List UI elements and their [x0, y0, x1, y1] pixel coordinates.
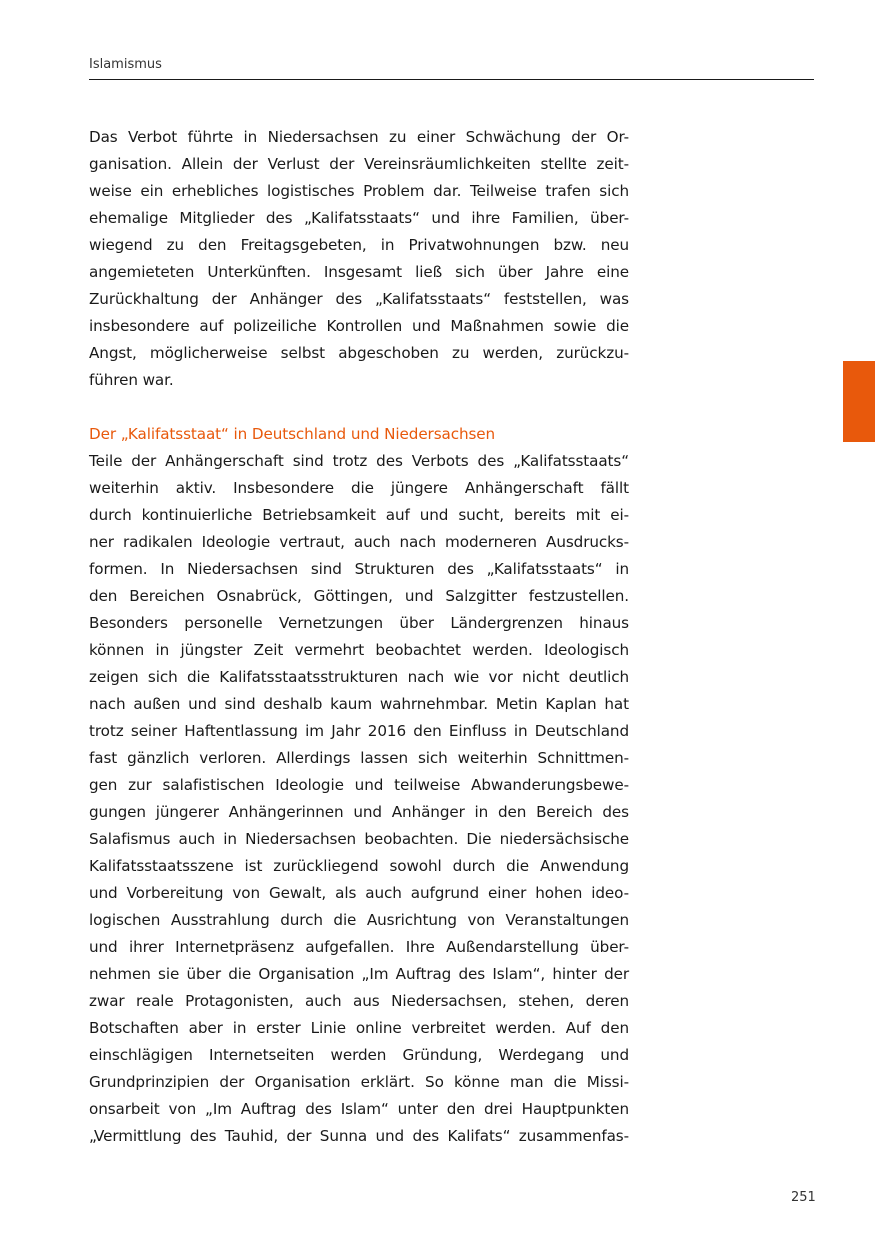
- text-line: weiterhin aktiv. Insbesondere die jüngere Anhängerschaft fällt: [89, 479, 629, 497]
- text-line: ner radikalen Ideologie vertraut, auch nach moderneren Ausdrucks-: [89, 533, 629, 551]
- body-text-column: [89, 124, 629, 1150]
- text-line: insbesondere auf polizeiliche Kontrollen und Maßnahmen sowie die: [89, 317, 629, 335]
- paragraph-verbot: [89, 124, 629, 394]
- text-line: logischen Ausstrahlung durch die Ausrichtung von Veranstaltungen: [89, 911, 629, 929]
- text-line: weise ein erhebliches logistisches Problem dar. Teilweise trafen sich: [89, 182, 629, 200]
- text-line: Angst, möglicherweise selbst abgeschoben zu werden, zurückzu-: [89, 344, 629, 362]
- text-line: Besonders personelle Vernetzungen über Ländergrenzen hinaus: [89, 614, 629, 632]
- text-line: führen war.: [89, 371, 174, 389]
- text-line: einschlägigen Internetseiten werden Gründung, Werdegang und: [89, 1046, 629, 1064]
- page-number: 251: [791, 1190, 816, 1205]
- text-line: nach außen und sind deshalb kaum wahrnehmbar. Metin Kaplan hat: [89, 695, 629, 713]
- text-line: ehemalige Mitglieder des „Kalifatsstaats“ und ihre Familien, über-: [89, 209, 629, 227]
- text-line: Teile der Anhängerschaft sind trotz des Verbots des „Kalifatsstaats“: [89, 452, 629, 470]
- paragraph-anhaengerschaft: [89, 448, 629, 1150]
- text-line: angemieteten Unterkünften. Insgesamt ließ sich über Jahre eine: [89, 263, 629, 281]
- text-line: Salafismus auch in Niedersachsen beobachten. Die niedersächsische: [89, 830, 629, 848]
- text-line: zeigen sich die Kalifatsstaatsstrukturen nach wie vor nicht deutlich: [89, 668, 629, 686]
- text-line: nehmen sie über die Organisation „Im Auftrag des Islam“, hinter der: [89, 965, 629, 983]
- text-line: und Vorbereitung von Gewalt, als auch aufgrund einer hohen ideo-: [89, 884, 629, 902]
- text-line: fast gänzlich verloren. Allerdings lassen sich weiterhin Schnittmen-: [89, 749, 629, 767]
- text-line: Grundprinzipien der Organisation erklärt. So könne man die Missi-: [89, 1073, 629, 1091]
- text-line: Das Verbot führte in Niedersachsen zu einer Schwächung der Or-: [89, 128, 629, 146]
- running-header-title: Islamismus: [89, 57, 162, 72]
- text-line: Zurückhaltung der Anhänger des „Kalifatsstaats“ feststellen, was: [89, 290, 629, 308]
- text-line: formen. In Niedersachsen sind Strukturen des „Kalifatsstaats“ in: [89, 560, 629, 578]
- text-line: trotz seiner Haftentlassung im Jahr 2016 den Einfluss in Deutschland: [89, 722, 629, 740]
- text-line: gen zur salafistischen Ideologie und teilweise Abwanderungsbewe-: [89, 776, 629, 794]
- text-line: und ihrer Internetpräsenz aufgefallen. Ihre Außendarstellung über-: [89, 938, 629, 956]
- text-line: Botschaften aber in erster Linie online verbreitet werden. Auf den: [89, 1019, 629, 1037]
- section-marker-tab: [843, 361, 875, 442]
- text-line: den Bereichen Osnabrück, Göttingen, und Salzgitter festzustellen.: [89, 587, 629, 605]
- header-divider: [89, 79, 814, 80]
- text-line: Kalifatsstaatsszene ist zurückliegend sowohl durch die Anwendung: [89, 857, 629, 875]
- paragraph-spacer: [89, 394, 629, 421]
- text-line: „Vermittlung des Tauhid, der Sunna und des Kalifats“ zusammenfas-: [89, 1127, 629, 1145]
- text-line: gungen jüngerer Anhängerinnen und Anhänger in den Bereich des: [89, 803, 629, 821]
- text-line: zwar reale Protagonisten, auch aus Niedersachsen, stehen, deren: [89, 992, 629, 1010]
- text-line: onsarbeit von „Im Auftrag des Islam“ unter den drei Hauptpunkten: [89, 1100, 629, 1118]
- section-heading: Der „Kalifatsstaat“ in Deutschland und Niedersachsen: [89, 425, 496, 443]
- text-line: durch kontinuierliche Betriebsamkeit auf und sucht, bereits mit ei-: [89, 506, 629, 524]
- text-line: wiegend zu den Freitagsgebeten, in Privatwohnungen bzw. neu: [89, 236, 629, 254]
- text-line: ganisation. Allein der Verlust der Vereinsräumlichkeiten stellte zeit-: [89, 155, 629, 173]
- text-line: können in jüngster Zeit vermehrt beobachtet werden. Ideologisch: [89, 641, 629, 659]
